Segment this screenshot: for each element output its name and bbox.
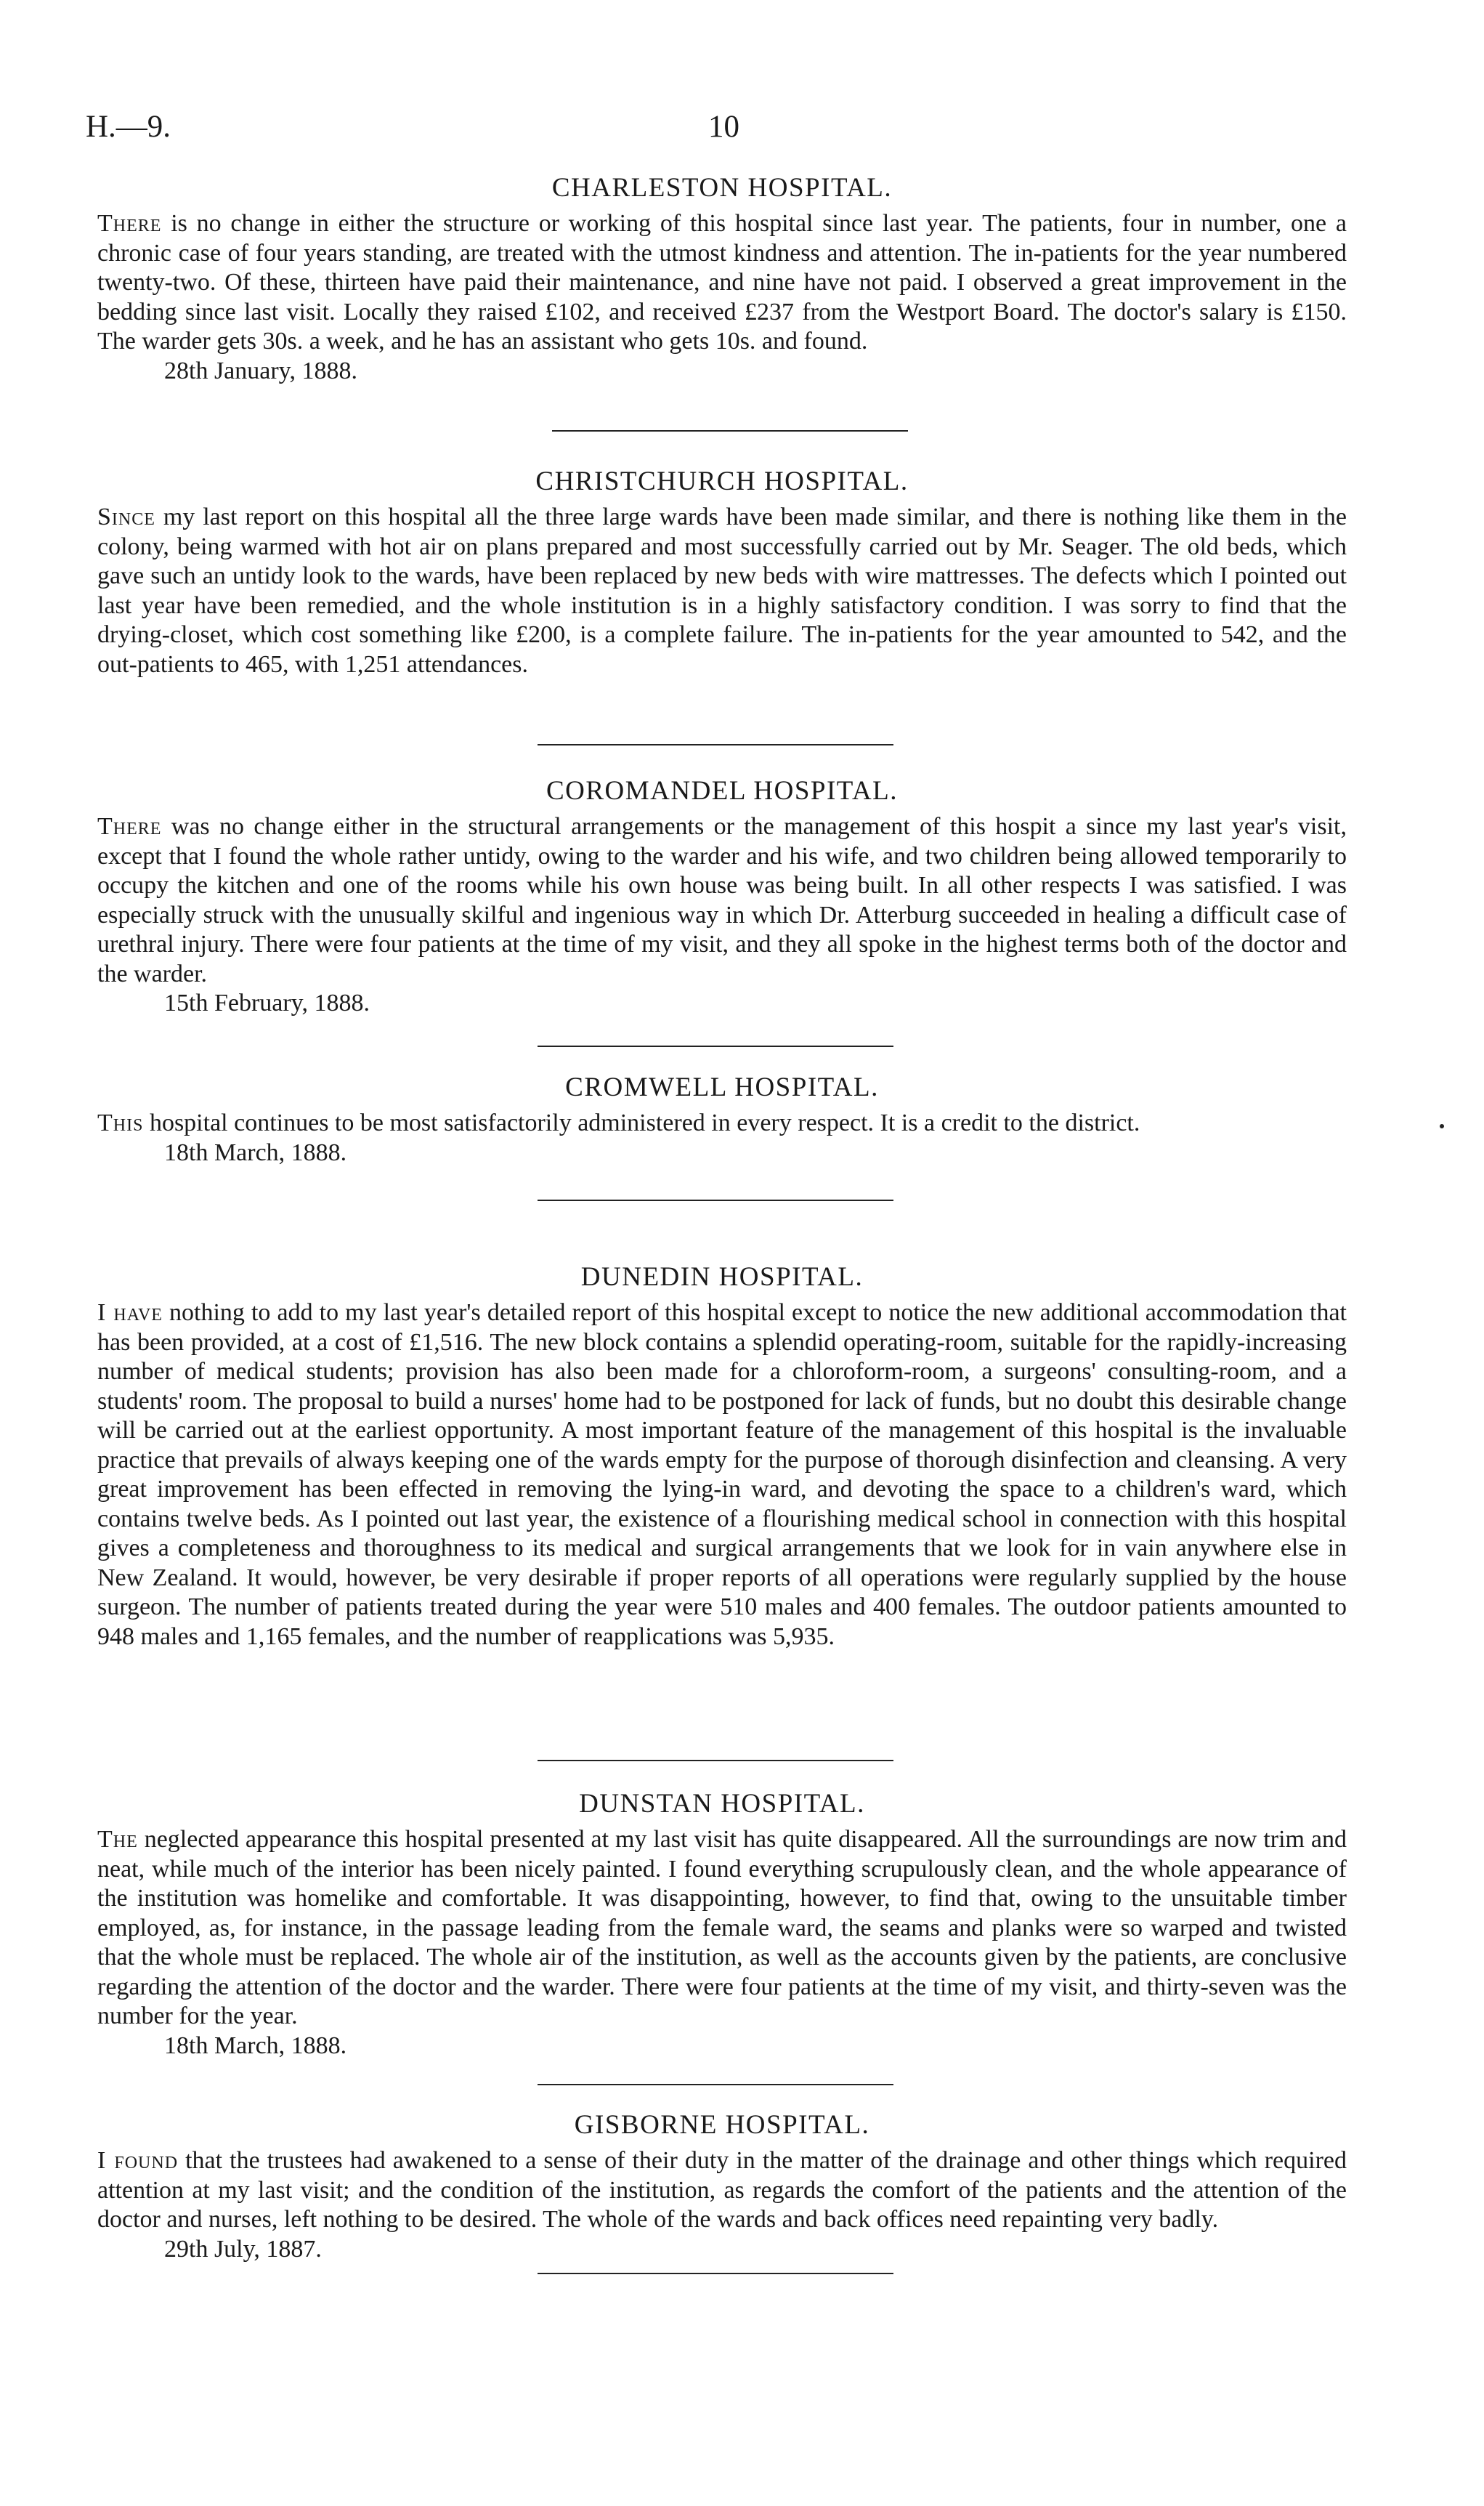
section-divider (538, 2084, 893, 2085)
section-divider (538, 2273, 893, 2274)
section-divider (552, 430, 908, 432)
body-text: was no change either in the structural arrangements or the management of this hospit a since my last year's visit, except that I found the whole rather untidy, owing to the warder and his wife, and two children being allowed temporarily to occupy the kitchen and one of the rooms while his own house was being built. In all other respects I was satisfied. I was especially struck with the unusually skilful and ingenious way in which Dr. Atterburg succeeded in healing a difficult case of urethral injury. There were four patients at the time of my visit, and they all spoke in the highest terms both of the doctor and the warder. (97, 813, 1347, 987)
body-text: nothing to add to my last year's detailed report of this hospital except to notice the new additional accommodation that has been provided, at a cost of £1,516. The new block contains a splendid operating-room, suitable for the rapidly-increasing number of medical students; provision has also been made for a chloroform-room, a surgeons' consulting-room, and a students' room. The proposal to build a nurses' home had to be postponed for lack of funds, but no doubt this desirable change will be carried out at the earliest opportunity. A most important feature of the management of this hospital is the invaluable practice that prevails of always keeping one of the wards empty for the purpose of thorough disinfection and cleansing. A very great improvement has been effected in removing the lying-in ward, and devoting the space to a children's ward, which contains twelve beds. As I pointed out last year, the existence of a flourishing medical school in connection with this hospital gives a completeness and thoroughness to its medical and surgical arrangements that we look for in vain anywhere else in New Zealand. It would, however, be very desirable if proper reports of all operations were regularly supplied by the house surgeon. The number of patients treated during the year were 510 males and 400 females. The outdoor patients amounted to 948 males and 1,165 females, and the number of reapplications was 5,935. (97, 1299, 1347, 1650)
page-number: 10 (708, 110, 739, 144)
section-dunstan (97, 1787, 1347, 2061)
body-text: is no change in either the structure or working of this hospital since last year. The patients, four in number, one a chronic case of four years standing, are treated with the utmost kindness and attention. The in-patients for the year numbered twenty-two. Of these, thirteen have paid their maintenance, and nine have not paid. I observed a great improvement in the bedding since last visit. Locally they raised £102, and received £237 from the Westport Board. The doctor's salary is £150. The warder gets 30s. a week, and he has an assistant who gets 10s. and found. (97, 210, 1347, 355)
section-gisborne (97, 2109, 1347, 2264)
section-coromandel (97, 775, 1347, 1019)
body-text: hospital continues to be most satisfactorily administered in every respect. It is a credit to the district. (143, 1109, 1140, 1136)
section-charleston (97, 171, 1347, 386)
section-title: CHARLESTON HOSPITAL. (551, 173, 893, 203)
section-title: CROMWELL HOSPITAL. (565, 1072, 879, 1102)
section-divider (538, 1760, 893, 1761)
body-text: my last report on this hospital all the three large wards have been made similar, and there is nothing like them in the colony, being warmed with hot air on plans prepared and most successfully carried out by Mr. Seager. The old beds, which gave such an untidy look to the wards, have been replaced by new beds with wire mattresses. The defects which I pointed out last year have been remedied, and the whole institution is in a highly satisfactory condition. I was sorry to find that the drying-closet, which cost something like £200, is a complete failure. The in-patients for the year amounted to 542, and the out-patients to 465, with 1,251 attendances. (97, 504, 1347, 678)
margin-mark (1440, 1124, 1444, 1128)
section-body (97, 1298, 1347, 1652)
lead-word: There (97, 210, 162, 237)
lead-word: I found (97, 2147, 179, 2174)
section-title: GISBORNE HOSPITAL. (574, 2110, 870, 2140)
section-date: 18th March, 1888. (164, 2032, 347, 2059)
section-body (97, 209, 1347, 357)
lead-word: This (97, 1109, 144, 1136)
section-body (97, 1109, 1347, 1139)
lead-word: I have (97, 1299, 163, 1326)
section-date: 29th July, 1887. (164, 2235, 322, 2263)
section-divider (538, 1200, 893, 1201)
section-christchurch (97, 465, 1347, 679)
section-body (97, 1825, 1347, 2032)
section-title: CHRISTCHURCH HOSPITAL. (535, 466, 909, 496)
section-divider (538, 1046, 893, 1047)
section-date: 28th January, 1888. (164, 357, 357, 384)
section-date: 18th March, 1888. (164, 1139, 347, 1166)
section-dunedin (97, 1261, 1347, 1652)
section-body (97, 503, 1347, 679)
section-title: DUNSTAN HOSPITAL. (579, 1789, 865, 1819)
section-body (97, 812, 1347, 989)
section-title: DUNEDIN HOSPITAL. (580, 1262, 864, 1292)
section-cromwell (97, 1071, 1347, 1168)
page-header (0, 109, 1484, 153)
section-body (97, 2146, 1347, 2235)
body-text: that the trustees had awakened to a sense of their duty in the matter of the drainage and other things which required attention at my last visit; and the condition of the institution, as regards the comfort of the patients and the attention of the doctor and nurses, left nothing to be desired. The whole of the wards and back offices need repainting very badly. (97, 2147, 1347, 2233)
section-title: COROMANDEL HOSPITAL. (546, 776, 899, 806)
body-text: neglected appearance this hospital presented at my last visit has quite disappeared. All the surroundings are now trim and neat, while much of the interior has been nicely painted. I found everything scrupulously clean, and the whole appearance of the institution was homelike and comfortable. It was disappointing, however, to find that, owing to the unsuitable timber employed, as, for instance, in the passage leading from the female ward, the seams and planks were so warped and twisted that the whole must be replaced. The whole air of the institution, as well as the accounts given by the patients, are conclusive regarding the attention of the doctor and the warder. There were four patients at the time of my visit, and thirty-seven was the number for the year. (97, 1826, 1347, 2029)
lead-word: There (97, 813, 162, 840)
document-reference: H.—9. (86, 110, 171, 144)
lead-word: Since (97, 504, 155, 530)
section-divider (538, 744, 893, 745)
lead-word: The (97, 1826, 138, 1853)
section-date: 15th February, 1888. (164, 990, 370, 1016)
